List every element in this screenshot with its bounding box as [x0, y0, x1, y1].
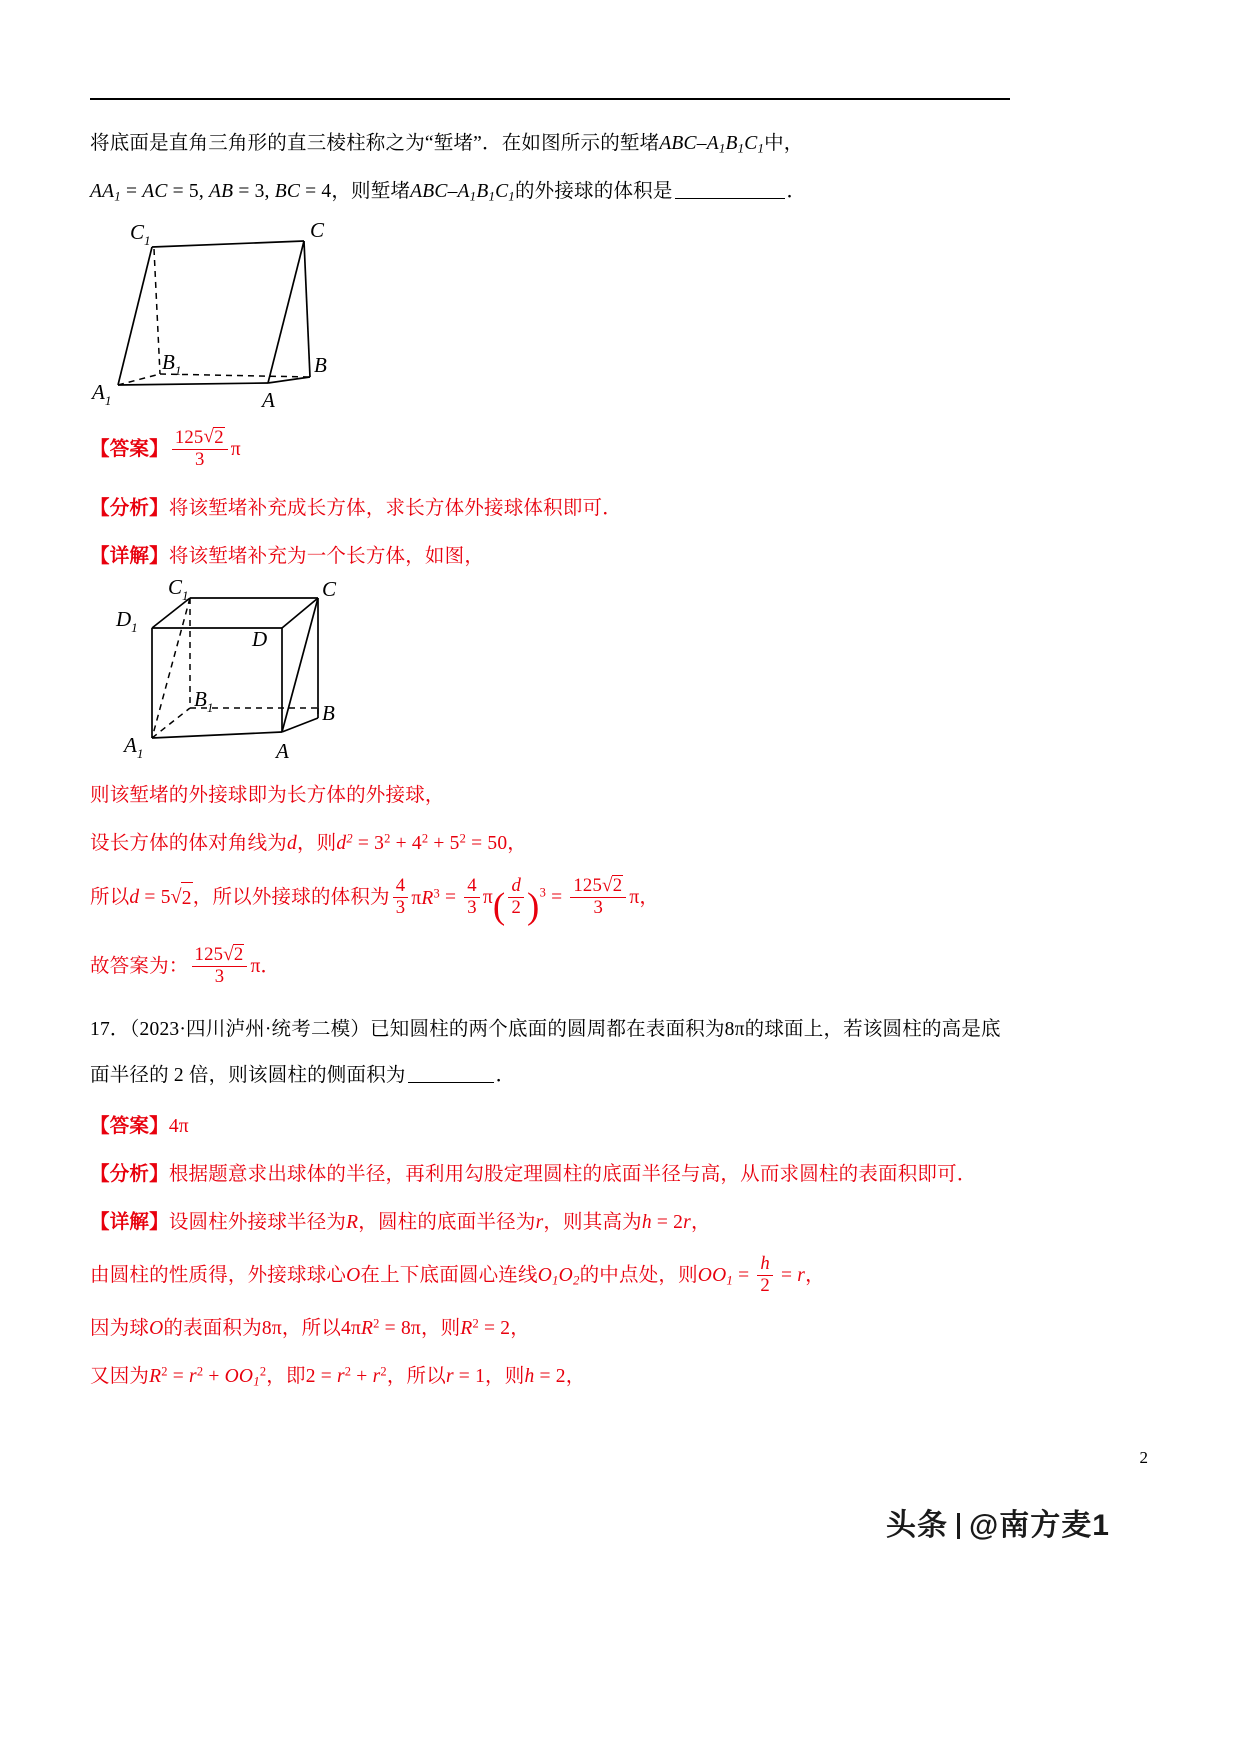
- problem16-answer-line: [90, 427, 1020, 471]
- var-O: O: [346, 1265, 361, 1287]
- figure-cuboid-label-C1: $C_1$: [168, 580, 189, 604]
- analysis-text-17: 根据题意求出球体的半径，再利用勾股定理圆柱的底面半径与高，从而求圆柱的表面积即可．: [168, 1163, 977, 1185]
- problem16-prism-label-4: A1B1C1: [457, 180, 515, 204]
- problem16-step1: [90, 780, 1020, 812]
- problem17-line2-text: 面半径的 2 倍，则该圆柱的侧面积为: [90, 1064, 406, 1086]
- frac-result-den-16: 3: [593, 897, 604, 919]
- figure-cuboid-label-B1: $B_1$: [194, 687, 214, 716]
- problem16-step3: [90, 875, 1020, 927]
- figure-prism-container: [90, 217, 1020, 417]
- frac-d-2-den: 2: [511, 897, 522, 919]
- eq-sym-1: =: [120, 180, 143, 202]
- radicand-2: 2: [181, 882, 193, 915]
- problem17-text-a: 已知圆柱的两个底面的圆周都在表面积为: [370, 1019, 725, 1041]
- figure-cuboid-label-A1: $A_1$: [124, 733, 144, 762]
- problem16-statement-line2: [90, 176, 1020, 208]
- problem16-statement-tail-text: 的外接球的体积是: [514, 180, 673, 202]
- problem17-step2: [90, 1313, 1020, 1345]
- final-period-16: ．: [260, 956, 281, 978]
- detail-17-h-r: r: [683, 1211, 691, 1233]
- step3-17-a: 又因为: [90, 1365, 150, 1387]
- answer-numerator-16: [172, 427, 228, 450]
- power-3: 3: [539, 886, 546, 901]
- detail-tag-16: 【详解】: [90, 545, 169, 567]
- problem16-step3-prefix: 所以: [90, 887, 130, 909]
- figure-prism-label-C: C: [310, 218, 325, 243]
- frac-h-2-num: h: [757, 1254, 773, 1276]
- step2-17-d: ，则: [420, 1318, 461, 1340]
- step3-17-eq3: r = 1: [445, 1365, 486, 1387]
- result-pi: π: [629, 887, 640, 909]
- detail-17-h-eq: = 2: [651, 1211, 684, 1233]
- frac-result-num-16: [570, 875, 626, 898]
- step2-17-b: 的表面积为: [163, 1318, 262, 1340]
- watermark-handle: @南方麦1: [969, 1509, 1110, 1542]
- detail-text-16: 将该堑堵补充为一个长方体，如图，: [168, 545, 485, 567]
- watermark-divider: [957, 1513, 960, 1539]
- answer-blank-17[interactable]: [408, 1062, 494, 1083]
- var-O1O2: O1O2: [537, 1265, 580, 1288]
- step1-17-a: 由圆柱的性质得，外接球球心: [90, 1265, 347, 1287]
- problem16-step1-text: 则该堑堵的外接球即为长方体的外接球，: [90, 785, 445, 807]
- figure-cuboid-label-C: C: [322, 580, 337, 602]
- dash-2: –: [447, 180, 458, 202]
- answer-denominator-16: 3: [195, 449, 205, 471]
- figure-prism-label-A1: $A_1$: [92, 380, 112, 409]
- step3-17-eq2: $2 = r^2 + r^2$: [305, 1364, 387, 1387]
- step3-17-eq4: h = 2: [524, 1365, 566, 1387]
- problem16-step2-mid: ，则: [296, 832, 337, 854]
- figure-cuboid-svg: [90, 580, 360, 770]
- sqrt-icon-3: [602, 875, 623, 897]
- radicand-4: 2: [233, 944, 244, 966]
- eq-sym-5: =: [439, 887, 462, 909]
- answer-radicand-16: 2: [214, 427, 224, 449]
- problem16-step3-end: ，: [639, 887, 660, 909]
- frac-4-3-b-num: 4: [464, 876, 480, 898]
- eq-sym-8: =: [775, 1265, 798, 1287]
- figure-prism-label-C1: $C_1$: [130, 220, 151, 249]
- var-d-2: d: [129, 887, 140, 909]
- detail-17-h: h: [641, 1211, 652, 1233]
- frac-4-3-b-den: 3: [467, 897, 477, 919]
- frac-d-2-num: d: [508, 876, 524, 898]
- problem16-statement-text: 将底面是直角三角形的直三棱柱称之为“堑堵”．在如图所示的堑堵: [90, 133, 660, 154]
- step2-17-end: ，: [510, 1318, 530, 1340]
- problem16-step2: [90, 828, 1020, 860]
- paren-close: ): [527, 885, 540, 927]
- var-O-2: O: [149, 1318, 164, 1340]
- figure-cuboid-label-B: B: [322, 701, 335, 726]
- watermark-brand: 头条: [886, 1509, 948, 1542]
- problem16-given-BC: BC: [274, 180, 301, 202]
- radicand-3: 2: [612, 875, 623, 897]
- frac-4-3-a-num: 4: [393, 876, 409, 898]
- step3-17-d: ，则: [485, 1365, 525, 1387]
- problem16-statement-end: 中，: [764, 133, 804, 154]
- frac-4-3-b: [464, 876, 480, 919]
- problem17-8pi-2: 8π: [261, 1318, 282, 1340]
- problem17-8pi-1: 8π: [724, 1019, 745, 1041]
- final-fraction-16: [192, 944, 248, 988]
- page-number: 2: [1139, 1448, 1148, 1467]
- paren-open: (: [492, 885, 506, 927]
- answer-tag-17: 【答案】: [90, 1116, 169, 1138]
- step1-17-b: 在上下底面圆心连线: [360, 1265, 538, 1287]
- eq-sym-7: =: [733, 1265, 755, 1287]
- problem17-source: （2023·四川泸州·统考二模）: [129, 1019, 371, 1041]
- pi-sym-1: π: [482, 887, 493, 909]
- sqrt-icon-2: [171, 882, 193, 915]
- detail-17-end: ，: [690, 1211, 711, 1233]
- problem16-given-AB: AB: [209, 180, 234, 202]
- detail-17-b: ，圆柱的底面半径为: [358, 1211, 536, 1233]
- problem17-step1: [90, 1254, 1020, 1297]
- final-num-16: [192, 944, 248, 967]
- analysis-text-16: 将该堑堵补充成长方体，求长方体外接球体积即可．: [168, 498, 622, 520]
- figure-cuboid-label-D: D: [252, 627, 268, 652]
- problem17-answer-line: [90, 1111, 1020, 1143]
- problem17-step3: [90, 1361, 1020, 1393]
- detail-tag-17: 【详解】: [90, 1211, 169, 1233]
- eq-sym-3: = 3,: [233, 180, 275, 202]
- problem16-step2-prefix: 设长方体的体对角线为: [90, 832, 288, 854]
- var-d: d: [287, 832, 297, 854]
- problem16-final-answer: [90, 944, 1020, 988]
- problem16-piR3: $\pi R^3$: [411, 886, 440, 909]
- problem16-prism-label-1: ABC: [659, 133, 697, 154]
- problem16-statement-line1: [90, 128, 1020, 160]
- problem17-statement-line1: [90, 1014, 1020, 1046]
- frac-4-3-a: [393, 876, 409, 919]
- problem16-analysis-line: [90, 493, 1020, 525]
- answer-blank-16[interactable]: [675, 177, 785, 198]
- step1-17-end: ，: [805, 1265, 825, 1287]
- header-rule: [90, 98, 1010, 100]
- step2-17-a: 因为球: [90, 1318, 150, 1340]
- step3-17-c: ，所以: [386, 1365, 446, 1387]
- eq-sym-2: = 5,: [167, 180, 210, 202]
- problem17-analysis-line: [90, 1159, 1020, 1191]
- detail-17-a: 设圆柱外接球半径为: [168, 1211, 347, 1233]
- answer-value-17: 4π: [168, 1116, 189, 1138]
- dash-1: –: [696, 133, 707, 154]
- analysis-tag-16: 【分析】: [90, 498, 169, 520]
- page-content: [90, 128, 1020, 1408]
- step3-17-b: ，即: [266, 1365, 306, 1387]
- step2-17-eq2: $R^2 = 2$: [460, 1316, 511, 1340]
- figure-cuboid-label-D1: $D_1$: [116, 607, 138, 636]
- answer-fraction-16: [172, 427, 228, 471]
- sqrt-icon-4: [223, 944, 244, 966]
- sqrt-icon: [203, 427, 224, 449]
- eq-sym-6: =: [546, 887, 568, 909]
- problem16-step3-eq1: = 5: [139, 887, 171, 909]
- period-16: ．: [786, 180, 807, 202]
- analysis-tag-17: 【分析】: [90, 1163, 169, 1185]
- result-num-val: 125: [573, 875, 603, 897]
- var-OO1: OO1: [697, 1265, 734, 1288]
- problem16-step3-mid: ，所以外接球的体积为: [192, 887, 390, 909]
- eq-sym-4: = 4: [300, 180, 332, 202]
- var-r-2: r: [797, 1265, 806, 1287]
- answer-num-value-16: 125: [174, 427, 204, 449]
- final-answer-prefix: 故答案为：: [90, 956, 189, 978]
- problem16-given-AC: AC: [142, 180, 168, 202]
- step1-17-c: 的中点处，则: [579, 1265, 698, 1287]
- step2-17-c: ，所以: [281, 1318, 342, 1340]
- frac-result-16: [570, 875, 626, 919]
- problem17-text-b: 的球面上，若该圆柱的高是底: [744, 1019, 1001, 1041]
- frac-4-3-a-den: 3: [395, 897, 406, 919]
- problem17-detail-line: [90, 1207, 1020, 1239]
- answer-tag-16: 【答案】: [90, 439, 169, 461]
- problem16-statement-mid: ，则堑堵: [331, 180, 411, 202]
- var-r: r: [535, 1211, 544, 1233]
- step3-17-eq1: $R^2 = r^2 + OO1^2$: [149, 1364, 267, 1389]
- watermark: [886, 1500, 1110, 1544]
- answer-pi-16: π: [230, 439, 241, 461]
- problem16-step2-eq: $d^2$: [336, 831, 353, 854]
- problem17-number: 17．: [90, 1019, 130, 1041]
- final-den-16: 3: [214, 966, 225, 988]
- figure-prism-label-B: B: [314, 353, 327, 378]
- figure-prism-label-B1: $B_1$: [162, 350, 182, 379]
- frac-d-2: [508, 876, 524, 919]
- problem16-step2-eqbody: = $3^2 + 4^2 + 5^2 = 50$: [352, 831, 508, 854]
- figure-cuboid-container: [90, 580, 1020, 770]
- problem17-line2-period: ．: [495, 1064, 516, 1086]
- problem16-step2-end: ，: [507, 832, 527, 854]
- frac-h-2: [757, 1254, 773, 1297]
- problem16-prism-label-3: ABC: [410, 180, 448, 202]
- final-pi-16: π: [250, 956, 261, 978]
- var-R: R: [346, 1211, 359, 1233]
- figure-prism-label-A: A: [262, 388, 275, 413]
- step2-17-eq1: $4\pi R^2 = 8\pi$: [341, 1316, 421, 1340]
- problem16-given-AA1: AA1: [90, 180, 121, 204]
- problem17-statement-line2: [90, 1060, 1020, 1092]
- final-num-val-16: 125: [194, 944, 224, 966]
- figure-prism-svg: [90, 217, 350, 417]
- problem16-detail-line: [90, 541, 1020, 573]
- figure-cuboid-label-A: A: [276, 739, 289, 764]
- step3-17-end: ，: [565, 1365, 586, 1387]
- problem16-prism-label-2: A1B1C1: [706, 133, 765, 156]
- detail-17-c: ，则其高为: [543, 1211, 642, 1233]
- frac-h-2-den: 2: [760, 1275, 770, 1297]
